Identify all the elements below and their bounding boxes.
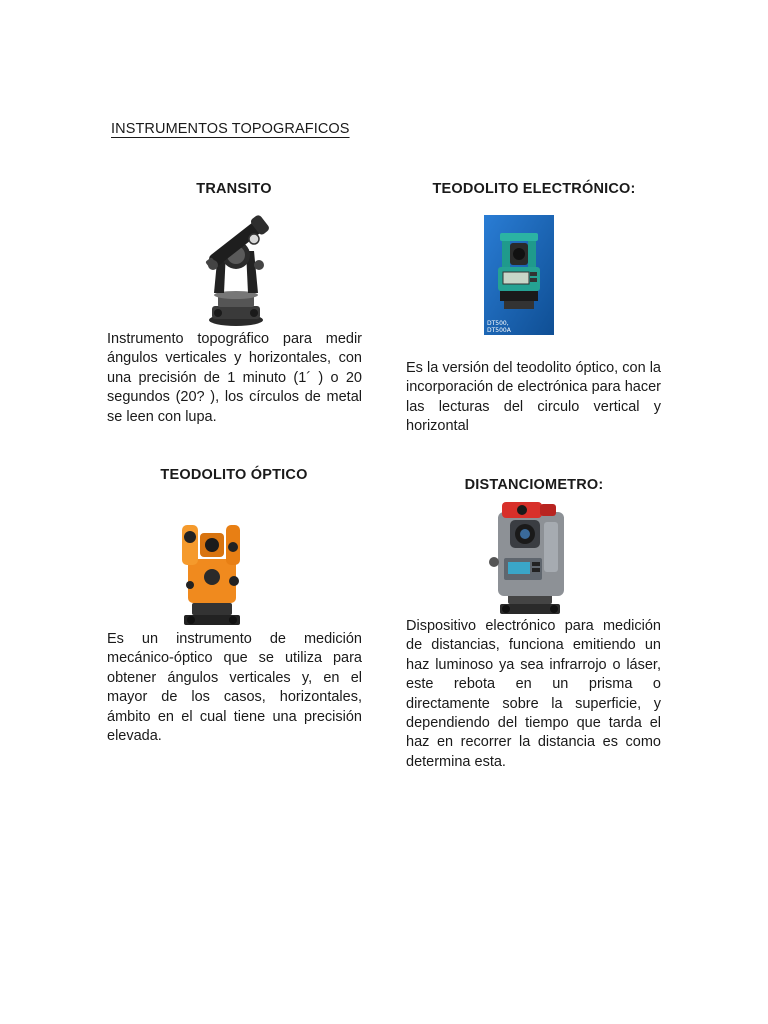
image-model-label-2: DT500A (487, 327, 511, 334)
image-model-label-1: DT500, (487, 320, 509, 327)
transito-description: Instrumento topográfico para medir ángulos verticales y horizontales, con una precisión de 1 minuto (1´ ) o 20 segundos (20? ), los círculos de metal se leen con lupa. (107, 331, 362, 425)
electronic-theodolite-icon (484, 215, 554, 335)
total-station-icon (486, 500, 574, 618)
teodolito-electronico-heading: TEODOLITO ELECTRÓNICO: (432, 181, 636, 197)
teodolito-optico-heading: TEODOLITO ÓPTICO (160, 467, 308, 483)
transit-instrument-icon (196, 203, 276, 331)
teodolito-electronico-description: Es la versión del teodolito óptico, con la incorporación de electrónica para hacer las lecturas del circulo vertical y horizontal (406, 360, 661, 435)
optical-theodolite-icon (178, 519, 246, 629)
distanciometro-heading: DISTANCIOMETRO: (464, 477, 604, 493)
transito-heading: TRANSITO (196, 181, 272, 197)
teodolito-optico-description: Es un instrumento de medición mecánico-óptico que se utiliza para obtener ángulos verticales y, en el mayor de los casos, horizontales, ámbito en el cual tiene una precisión elevada. (107, 631, 362, 745)
distanciometro-description: Dispositivo electrónico para medición de distancias, funciona emitiendo un haz luminoso ya sea infrarrojo o láser, este rebota en un prisma o directamente sobre la superficie, y dependiendo del tiempo que tarda el haz en recorrer la distancia es como determina esta. (406, 618, 661, 770)
page-title: INSTRUMENTOS TOPOGRAFICOS (111, 121, 350, 137)
